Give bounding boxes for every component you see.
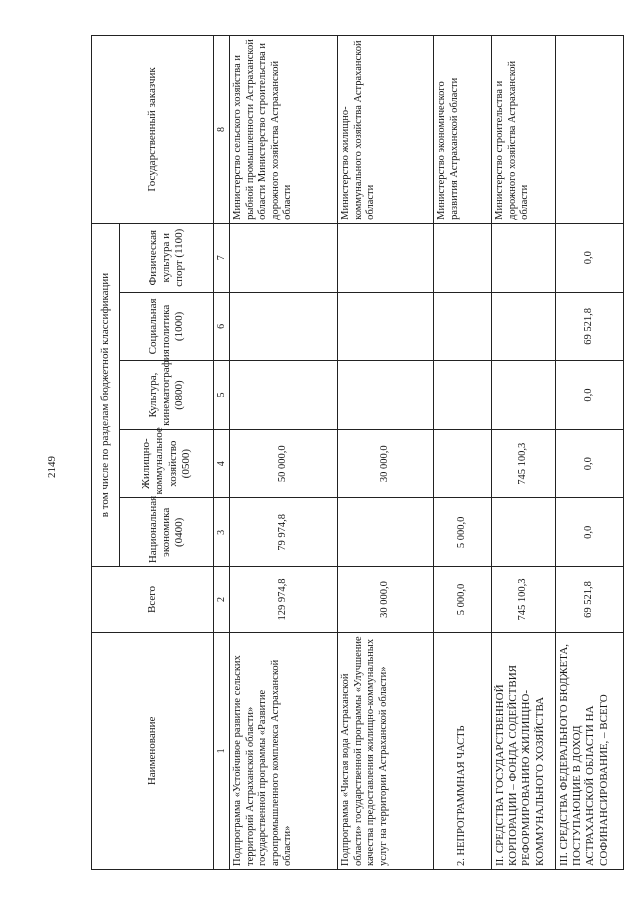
row-economy: 79 974,8 <box>230 498 338 567</box>
header-culture: Культура, кинематография (0800) <box>120 361 214 430</box>
budget-table <box>91 35 624 870</box>
column-number: 5 <box>214 361 230 430</box>
row-sport <box>230 223 338 292</box>
row-social: 69 521,8 <box>556 292 624 361</box>
table-row <box>556 36 624 870</box>
row-sport <box>434 223 492 292</box>
table-row <box>434 36 492 870</box>
header-row-1 <box>92 36 120 870</box>
header-group: в том числе по разделам бюджетной классификации <box>92 223 120 566</box>
row-name: Подпрограмма «Чистая вода Астраханской области» государственной программы «Улучшение качества предоставления жилищно-коммунальных услуг на территории Астраханской области» <box>338 632 434 869</box>
row-housing <box>434 429 492 498</box>
row-housing: 50 000,0 <box>230 429 338 498</box>
row-sport: 0,0 <box>556 223 624 292</box>
row-culture: 0,0 <box>556 361 624 430</box>
row-economy: 0,0 <box>556 498 624 567</box>
row-housing: 745 100,3 <box>492 429 556 498</box>
column-number: 7 <box>214 223 230 292</box>
row-customer: Министерство сельского хозяйства и рыбной промышленности Астраханской области Министерство строительства и дорожного хозяйства Астраханской области <box>230 36 338 224</box>
row-culture <box>230 361 338 430</box>
row-total: 69 521,8 <box>556 567 624 633</box>
row-housing: 30 000,0 <box>338 429 434 498</box>
table-row <box>230 36 338 870</box>
row-culture <box>492 361 556 430</box>
row-total: 745 100,3 <box>492 567 556 633</box>
header-name: Наименование <box>92 632 214 869</box>
header-customer: Государственный заказчик <box>92 36 214 224</box>
header-sport: Физическая культура и спорт (1100) <box>120 223 214 292</box>
row-culture <box>338 361 434 430</box>
row-economy <box>338 498 434 567</box>
row-customer <box>556 36 624 224</box>
column-number-row <box>214 36 230 870</box>
row-housing: 0,0 <box>556 429 624 498</box>
row-name: II. СРЕДСТВА ГОСУДАРСТВЕННОЙ КОРПОРАЦИИ – ФОНДА СОДЕЙСТВИЯ РЕФОРМИРОВАНИЮ ЖИЛИЩНО-КОММУНАЛЬНОГО ХОЗЯЙСТВА <box>492 632 556 869</box>
row-name: 2. НЕПРОГРАММНАЯ ЧАСТЬ <box>434 632 492 869</box>
row-sport <box>492 223 556 292</box>
row-total: 5 000,0 <box>434 567 492 633</box>
header-total: Всего <box>92 567 214 633</box>
row-culture <box>434 361 492 430</box>
row-social <box>492 292 556 361</box>
table-row <box>338 36 434 870</box>
row-customer: Министерство экономического развития Астраханской области <box>434 36 492 224</box>
header-economy: Национальная экономика (0400) <box>120 498 214 567</box>
column-number: 3 <box>214 498 230 567</box>
row-social <box>338 292 434 361</box>
row-name: III. СРЕДСТВА ФЕДЕРАЛЬНОГО БЮДЖЕТА, ПОСТУПАЮЩИЕ В ДОХОД АСТРАХАНСКОЙ ОБЛАСТИ НА СОФИНАНСИРОВАНИЕ, – ВСЕГО <box>556 632 624 869</box>
row-total: 129 974,8 <box>230 567 338 633</box>
row-economy: 5 000,0 <box>434 498 492 567</box>
budget-table-rotated <box>91 35 623 870</box>
row-customer: Министерство жилищно-коммунального хозяйства Астраханской области <box>338 36 434 224</box>
row-sport <box>338 223 434 292</box>
row-social <box>230 292 338 361</box>
header-social: Социальная политика (1000) <box>120 292 214 361</box>
row-total: 30 000,0 <box>338 567 434 633</box>
row-customer: Министерство строительства и дорожного хозяйства Астраханской области <box>492 36 556 224</box>
page-number: 2149 <box>46 456 58 478</box>
row-economy <box>492 498 556 567</box>
column-number: 6 <box>214 292 230 361</box>
table-row <box>492 36 556 870</box>
row-name: Подпрограмма «Устойчивое развитие сельских территорий Астраханской области» государственной программы «Развитие агропромышленного комплекса Астраханской области» <box>230 632 338 869</box>
column-number: 8 <box>214 36 230 224</box>
header-housing: Жилищно-коммунальное хозяйство (0500) <box>120 429 214 498</box>
column-number: 2 <box>214 567 230 633</box>
row-social <box>434 292 492 361</box>
column-number: 4 <box>214 429 230 498</box>
column-number: 1 <box>214 632 230 869</box>
